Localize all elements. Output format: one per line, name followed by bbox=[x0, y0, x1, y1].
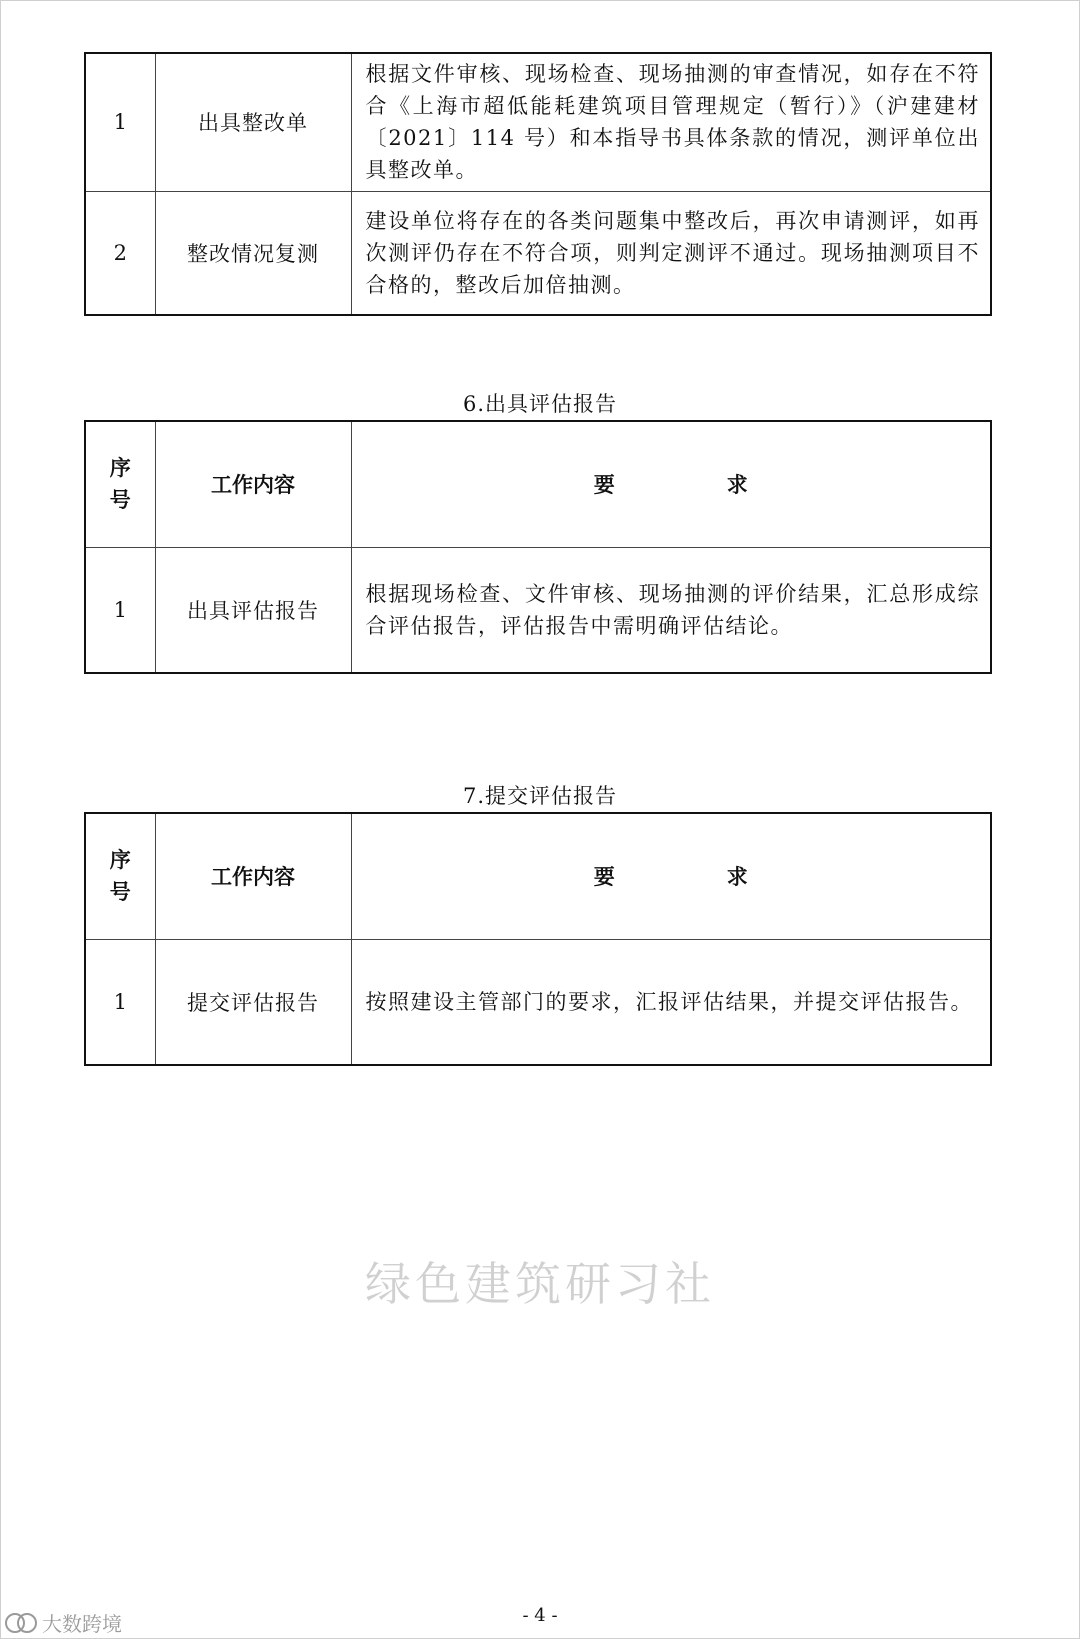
report-issue-table bbox=[84, 420, 992, 674]
row-number: 1 bbox=[85, 547, 155, 673]
header-seq-bottom: 号 bbox=[109, 880, 131, 905]
table-header-row bbox=[85, 421, 991, 547]
rectification-table bbox=[84, 52, 992, 316]
row-number: 2 bbox=[85, 191, 155, 315]
section-title: 6.出具评估报告 bbox=[462, 392, 618, 416]
header-requirement bbox=[351, 421, 991, 547]
table-row bbox=[85, 939, 991, 1065]
table-row bbox=[85, 191, 991, 315]
header-work-content: 工作内容 bbox=[155, 813, 351, 939]
header-seq-bottom: 号 bbox=[109, 488, 131, 513]
logo-icon bbox=[4, 1612, 38, 1634]
requirement-text: 根据文件审核、现场检查、现场抽测的审查情况，如存在不符合《上海市超低能耗建筑项目管理规定（暂行）》（沪建建材〔2021〕114 号）和本指导书具体条款的情况，测评单位出具整改单。 bbox=[351, 53, 991, 191]
work-content: 整改情况复测 bbox=[155, 191, 351, 315]
requirement-text: 按照建设主管部门的要求，汇报评估结果，并提交评估报告。 bbox=[351, 939, 991, 1065]
header-seq bbox=[85, 813, 155, 939]
report-submit-table bbox=[84, 812, 992, 1066]
work-content: 提交评估报告 bbox=[155, 939, 351, 1065]
header-work-content: 工作内容 bbox=[155, 421, 351, 547]
corner-logo bbox=[4, 1608, 122, 1637]
table-header-row bbox=[85, 813, 991, 939]
header-req-right: 求 bbox=[726, 473, 748, 498]
header-req-left: 要 bbox=[593, 865, 615, 890]
work-content: 出具整改单 bbox=[155, 53, 351, 191]
work-content: 出具评估报告 bbox=[155, 547, 351, 673]
logo-text: 大数跨境 bbox=[42, 1612, 122, 1636]
page-number: - 4 - bbox=[522, 1605, 558, 1626]
table-row bbox=[85, 53, 991, 191]
table-row bbox=[85, 547, 991, 673]
header-req-left: 要 bbox=[593, 473, 615, 498]
watermark: 绿色建筑研习社 bbox=[365, 1257, 715, 1311]
section-title: 7.提交评估报告 bbox=[462, 784, 618, 808]
row-number: 1 bbox=[85, 939, 155, 1065]
header-seq-top: 序 bbox=[109, 848, 131, 873]
header-seq-top: 序 bbox=[109, 456, 131, 481]
requirement-text: 根据现场检查、文件审核、现场抽测的评价结果，汇总形成综合评估报告，评估报告中需明确评估结论。 bbox=[351, 547, 991, 673]
requirement-text: 建设单位将存在的各类问题集中整改后，再次申请测评，如再次测评仍存在不符合项，则判定测评不通过。现场抽测项目不合格的，整改后加倍抽测。 bbox=[351, 191, 991, 315]
header-requirement bbox=[351, 813, 991, 939]
header-req-right: 求 bbox=[726, 865, 748, 890]
row-number: 1 bbox=[85, 53, 155, 191]
header-seq bbox=[85, 421, 155, 547]
